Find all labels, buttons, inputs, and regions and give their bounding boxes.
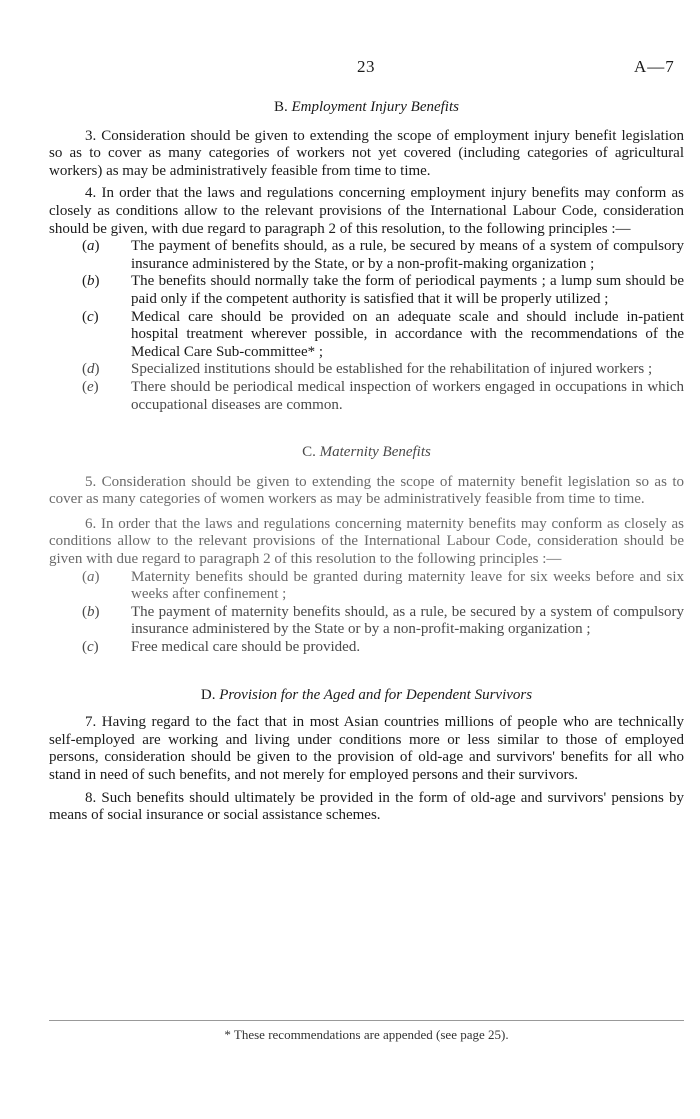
section-d-letter: D. xyxy=(200,686,216,703)
item-label: (a) xyxy=(82,238,100,255)
section-c-title: Maternity Benefits xyxy=(319,444,431,461)
paragraph-5: 5. Consideration should be given to extending the scope of maternity benefit legislation so as to cover as many categories of women workers as may be administratively feasible from time to time. xyxy=(49,473,684,508)
section-d-heading xyxy=(49,687,684,705)
item-label: (c) xyxy=(82,308,99,325)
list-item xyxy=(49,604,684,639)
section-d-title: Provision for the Aged and for Dependent Survivors xyxy=(219,686,533,703)
paragraph-4: 4. In order that the laws and regulations concerning employment injury benefits may conform as closely as conditions allow to the relevant provisions of the International Labour Code, consideration should be given, with due regard to paragraph 2 of this resolution, to the following principles :— xyxy=(49,185,684,237)
item-label: (e) xyxy=(82,378,99,395)
document-reference: A—7 xyxy=(634,57,675,76)
section-c-principles-list xyxy=(49,569,684,657)
item-text: The benefits should normally take the form of periodical payments ; a lump sum should be paid only if the competent authority is satisfied that it will be properly utilized ; xyxy=(131,273,684,307)
section-c-letter: C. xyxy=(302,444,316,461)
list-item xyxy=(49,361,684,379)
item-label: (b) xyxy=(82,603,100,620)
section-b-letter: B. xyxy=(274,99,288,115)
item-text: Free medical care should be provided. xyxy=(131,639,361,656)
section-b-principles-list xyxy=(49,238,684,414)
item-label: (a) xyxy=(82,568,100,585)
item-text: The payment of benefits should, as a rule, be secured by means of a system of compulsory insurance administered by the State, or by a non-profit-making organization ; xyxy=(131,238,684,272)
list-item xyxy=(49,379,684,414)
section-b-title: Employment Injury Benefits xyxy=(291,99,459,115)
item-text: Specialized institutions should be established for the rehabilitation of injured workers ; xyxy=(131,361,653,378)
item-label: (c) xyxy=(82,639,99,656)
item-label: (b) xyxy=(82,273,100,290)
list-item xyxy=(49,569,684,604)
document-body xyxy=(49,99,684,825)
footnote: * These recommendations are appended (see page 25). xyxy=(224,1027,509,1042)
section-b-heading xyxy=(49,99,684,117)
list-item xyxy=(49,238,684,273)
item-text: Maternity benefits should be granted during maternity leave for six weeks before and six weeks after confinement ; xyxy=(131,568,684,603)
item-text: The payment of maternity benefits should, as a rule, be secured by a system of compulsory insurance administered by the State or by a non-profit-making organization ; xyxy=(131,603,684,638)
list-item xyxy=(49,639,684,657)
item-text: Medical care should be provided on an adequate scale and should include in-patient hospital treatment wherever possible, in accordance with the recommendations of the Medical Care Sub-committee* ; xyxy=(131,308,684,360)
list-item xyxy=(49,273,684,308)
item-label: (d) xyxy=(82,361,100,378)
paragraph-6: 6. In order that the laws and regulations concerning maternity benefits may conform as closely as conditions allow to the relevant provisions of the International Labour Code, consideration should be given with due regard to paragraph 2 of this resolution to the following principles :— xyxy=(49,515,684,568)
section-c-heading xyxy=(49,444,684,462)
footnote-divider xyxy=(49,1020,684,1021)
item-text: There should be periodical medical inspection of workers engaged in occupations in which occupational diseases are common. xyxy=(131,378,684,413)
paragraph-8: 8. Such benefits should ultimately be provided in the form of old-age and survivors' pensions by means of social insurance or social assistance schemes. xyxy=(49,789,684,824)
paragraph-7: 7. Having regard to the fact that in most Asian countries millions of people who are technically self-employed are working and living under conditions more or less similar to those of employed persons, consideration should be given to the provision of old-age and survivors' benefits for all who stand in need of such benefits, and not merely for employed persons and their survivors. xyxy=(49,714,684,783)
paragraph-3: 3. Consideration should be given to extending the scope of employment injury benefit legislation so as to cover as many categories of workers not yet covered (including categories of agricultural workers) as may be administratively feasible from time to time. xyxy=(49,127,684,179)
page-number: 23 xyxy=(357,57,375,76)
list-item xyxy=(49,309,684,362)
